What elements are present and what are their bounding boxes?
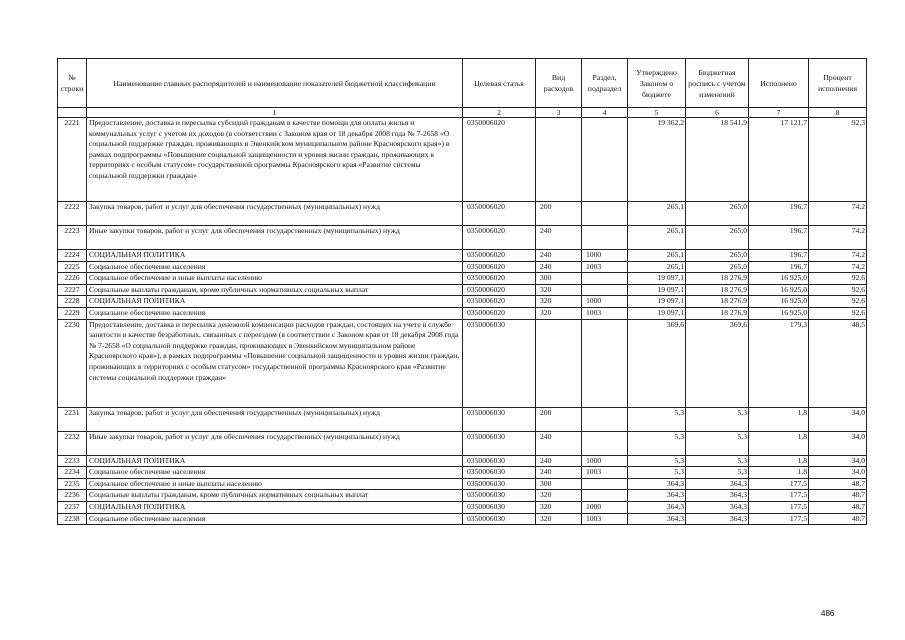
table-row: [58, 307, 867, 319]
target-article-cell: 0350006030: [463, 501, 536, 513]
name-cell: Социальное обеспечение и иные выплаты населению: [87, 478, 463, 490]
percent-cell: 92,6: [809, 307, 867, 319]
budget-roster-cell: 18 276,9: [686, 284, 749, 296]
table-row: [58, 467, 867, 479]
name-cell: Социальное обеспечение населения: [87, 467, 463, 479]
executed-cell: 196,7: [749, 250, 809, 262]
target-article-cell: 0350006020: [463, 296, 536, 308]
percent-cell: 92,3: [809, 118, 867, 202]
table-row: [58, 226, 867, 250]
budget-roster-cell: 364,3: [686, 478, 749, 490]
section-cell: [582, 407, 628, 431]
section-cell: [582, 284, 628, 296]
row-number-cell: 2232: [58, 431, 87, 455]
expense-type-cell: 300: [536, 273, 582, 285]
expense-type-cell: 240: [536, 226, 582, 250]
expense-type-cell: 320: [536, 284, 582, 296]
budget-roster-cell: 265,0: [686, 202, 749, 226]
percent-cell: 48,7: [809, 490, 867, 502]
percent-cell: 74,2: [809, 250, 867, 262]
executed-cell: 177,5: [749, 513, 809, 525]
expense-type-cell: [536, 118, 582, 202]
expense-type-cell: 240: [536, 431, 582, 455]
percent-cell: 48,5: [809, 319, 867, 407]
table-row: [58, 513, 867, 525]
row-number-cell: 2224: [58, 250, 87, 262]
approved-cell: 265,1: [628, 202, 686, 226]
budget-roster-cell: 265,0: [686, 261, 749, 273]
header-row-number: № строки: [58, 59, 87, 108]
page-number: 486: [821, 609, 835, 618]
table-row: [58, 407, 867, 431]
target-article-cell: 0350006020: [463, 273, 536, 285]
budget-roster-cell: 364,3: [686, 490, 749, 502]
row-number-cell: 2223: [58, 226, 87, 250]
header-percent: Процент исполнения: [809, 59, 867, 108]
row-number-cell: 2225: [58, 261, 87, 273]
table-row: [58, 261, 867, 273]
executed-cell: 17 121,7: [749, 118, 809, 202]
approved-cell: 5,3: [628, 407, 686, 431]
section-cell: [582, 118, 628, 202]
expense-type-cell: 320: [536, 501, 582, 513]
table-row: [58, 296, 867, 308]
expense-type-cell: 320: [536, 490, 582, 502]
name-cell: Социальное обеспечение населения: [87, 261, 463, 273]
name-cell: Социальное обеспечение населения: [87, 307, 463, 319]
header-approved: Утверждено Законом о бюджете: [628, 59, 686, 108]
budget-roster-cell: 5,3: [686, 455, 749, 467]
name-cell: Иные закупки товаров, работ и услуг для обеспечения государственных (муниципальных) нужд: [87, 431, 463, 455]
budget-roster-cell: 364,3: [686, 513, 749, 525]
percent-cell: 34,0: [809, 455, 867, 467]
percent-cell: 74,2: [809, 261, 867, 273]
target-article-cell: 0350006030: [463, 478, 536, 490]
target-article-cell: 0350006020: [463, 307, 536, 319]
row-number-cell: 2238: [58, 513, 87, 525]
name-cell: Социальное обеспечение населения: [87, 513, 463, 525]
column-number: 8: [809, 108, 867, 118]
table-row: [58, 202, 867, 226]
approved-cell: 5,3: [628, 455, 686, 467]
executed-cell: 196,7: [749, 226, 809, 250]
approved-cell: 5,3: [628, 431, 686, 455]
executed-cell: 16 925,0: [749, 307, 809, 319]
name-cell: Иные закупки товаров, работ и услуг для обеспечения государственных (муниципальных) нужд: [87, 226, 463, 250]
approved-cell: 265,1: [628, 261, 686, 273]
percent-cell: 34,0: [809, 431, 867, 455]
percent-cell: 48,7: [809, 478, 867, 490]
name-cell: Закупка товаров, работ и услуг для обеспечения государственных (муниципальных) нужд: [87, 202, 463, 226]
header-expense-type: Вид расходов: [536, 59, 582, 108]
budget-execution-table: [57, 58, 867, 525]
row-number-cell: 2221: [58, 118, 87, 202]
executed-cell: 1,8: [749, 467, 809, 479]
row-number-cell: 2229: [58, 307, 87, 319]
expense-type-cell: 200: [536, 407, 582, 431]
target-article-cell: 0350006030: [463, 455, 536, 467]
column-number: 1: [87, 108, 463, 118]
target-article-cell: 0350006020: [463, 118, 536, 202]
name-cell: СОЦИАЛЬНАЯ ПОЛИТИКА: [87, 455, 463, 467]
table-row: [58, 319, 867, 407]
row-number-cell: 2228: [58, 296, 87, 308]
column-number: 6: [686, 108, 749, 118]
executed-cell: 16 925,0: [749, 273, 809, 285]
executed-cell: 1,8: [749, 431, 809, 455]
expense-type-cell: 240: [536, 250, 582, 262]
approved-cell: 265,1: [628, 226, 686, 250]
budget-roster-cell: 18 541,9: [686, 118, 749, 202]
header-budget-roster: Бюджетная роспись с учетом изменений: [686, 59, 749, 108]
table-row: [58, 455, 867, 467]
target-article-cell: 0350006020: [463, 261, 536, 273]
row-number-cell: 2230: [58, 319, 87, 407]
target-article-cell: 0350006020: [463, 284, 536, 296]
percent-cell: 48,7: [809, 513, 867, 525]
budget-roster-cell: 5,3: [686, 431, 749, 455]
expense-type-cell: 240: [536, 467, 582, 479]
name-cell: Социальные выплаты гражданам, кроме публичных нормативных социальных выплат: [87, 284, 463, 296]
table-row: [58, 490, 867, 502]
target-article-cell: 0350006030: [463, 513, 536, 525]
name-cell: Предоставление, доставка и пересылка денежной компенсации расходов граждан, состоящих на учете в службе занятости в качестве безработных, связанных с переездом (в соответствии с Законом края от 18 декабря 2008 года № 7-2658 «О социальной поддержке граждан, проживающих в Эвенкийском муниципальном районе Красноярского края»), в рамках подпрограммы «Повышение социальной защищенности и уровня жизни граждан, проживающих в территориях с особым статусом» государственной программы Красноярского края «Развитие системы социальной поддержки граждан»: [87, 319, 463, 407]
budget-roster-cell: 265,0: [686, 250, 749, 262]
percent-cell: 92,6: [809, 284, 867, 296]
column-number: 3: [536, 108, 582, 118]
expense-type-cell: 320: [536, 513, 582, 525]
section-cell: 1003: [582, 307, 628, 319]
budget-roster-cell: 369,6: [686, 319, 749, 407]
executed-cell: 179,3: [749, 319, 809, 407]
budget-roster-cell: 18 276,9: [686, 273, 749, 285]
approved-cell: 19 097,1: [628, 307, 686, 319]
approved-cell: 19 097,1: [628, 296, 686, 308]
section-cell: 1000: [582, 501, 628, 513]
row-number-cell: 2234: [58, 467, 87, 479]
approved-cell: 19 097,1: [628, 284, 686, 296]
table-row: [58, 501, 867, 513]
header-name: Наименование главных распорядителей и наименование показателей бюджетной классификации: [87, 59, 463, 108]
approved-cell: 19 097,1: [628, 273, 686, 285]
expense-type-cell: [536, 319, 582, 407]
percent-cell: 74,2: [809, 202, 867, 226]
section-cell: [582, 202, 628, 226]
approved-cell: 5,3: [628, 467, 686, 479]
executed-cell: 16 925,0: [749, 296, 809, 308]
table-body: [58, 118, 867, 525]
executed-cell: 1,8: [749, 407, 809, 431]
table-row: [58, 431, 867, 455]
row-number-cell: 2222: [58, 202, 87, 226]
expense-type-cell: 240: [536, 455, 582, 467]
section-cell: 1003: [582, 261, 628, 273]
target-article-cell: 0350006030: [463, 490, 536, 502]
percent-cell: 34,0: [809, 407, 867, 431]
executed-cell: 177,5: [749, 478, 809, 490]
row-number-cell: 2231: [58, 407, 87, 431]
expense-type-cell: 300: [536, 478, 582, 490]
expense-type-cell: 200: [536, 202, 582, 226]
column-number: 5: [628, 108, 686, 118]
approved-cell: 364,3: [628, 501, 686, 513]
section-cell: 1003: [582, 467, 628, 479]
executed-cell: 177,5: [749, 490, 809, 502]
row-number-cell: 2237: [58, 501, 87, 513]
table-row: [58, 478, 867, 490]
section-cell: 1003: [582, 513, 628, 525]
target-article-cell: 0350006030: [463, 407, 536, 431]
expense-type-cell: 320: [536, 296, 582, 308]
budget-roster-cell: 5,3: [686, 467, 749, 479]
table-header-row: [58, 59, 867, 108]
section-cell: 1000: [582, 455, 628, 467]
approved-cell: 369,6: [628, 319, 686, 407]
column-number: 2: [463, 108, 536, 118]
column-number: 7: [749, 108, 809, 118]
row-number-cell: 2227: [58, 284, 87, 296]
section-cell: [582, 490, 628, 502]
row-number-cell: 2233: [58, 455, 87, 467]
name-cell: Закупка товаров, работ и услуг для обеспечения государственных (муниципальных) нужд: [87, 407, 463, 431]
executed-cell: 1,8: [749, 455, 809, 467]
percent-cell: 92,6: [809, 273, 867, 285]
percent-cell: 92,6: [809, 296, 867, 308]
section-cell: 1000: [582, 250, 628, 262]
section-cell: [582, 431, 628, 455]
name-cell: Социальное обеспечение и иные выплаты населению: [87, 273, 463, 285]
percent-cell: 74,2: [809, 226, 867, 250]
table-row: [58, 273, 867, 285]
name-cell: Социальные выплаты гражданам, кроме публичных нормативных социальных выплат: [87, 490, 463, 502]
executed-cell: 16 925,0: [749, 284, 809, 296]
approved-cell: 364,3: [628, 513, 686, 525]
executed-cell: 196,7: [749, 202, 809, 226]
header-executed: Исполнено: [749, 59, 809, 108]
budget-roster-cell: 18 276,9: [686, 307, 749, 319]
header-target-article: Целевая статья: [463, 59, 536, 108]
budget-roster-cell: 5,3: [686, 407, 749, 431]
table-row: [58, 284, 867, 296]
table-row: [58, 250, 867, 262]
section-cell: [582, 319, 628, 407]
section-cell: [582, 273, 628, 285]
target-article-cell: 0350006030: [463, 319, 536, 407]
target-article-cell: 0350006020: [463, 202, 536, 226]
name-cell: Предоставление, доставка и пересылка субсидий гражданам в качестве помощи для оплаты жилья и коммунальных услуг с учетом их доходов (в соответствии с Законом края от 18 декабря 2008 года № 7-2658 «О социальной поддержке граждан, проживающих в Эвенкийском муниципальном районе Красноярского края») в рамках подпрограммы «Повышение социальной защищенности и уровня жизни граждан, проживающих в территориях с особым статусом» государственной программы Красноярского края «Развитие системы социальной поддержки граждан»: [87, 118, 463, 202]
name-cell: СОЦИАЛЬНАЯ ПОЛИТИКА: [87, 501, 463, 513]
budget-roster-cell: 265,0: [686, 226, 749, 250]
header-section: Раздел, подраздел: [582, 59, 628, 108]
row-number-cell: 2226: [58, 273, 87, 285]
target-article-cell: 0350006020: [463, 250, 536, 262]
executed-cell: 177,5: [749, 501, 809, 513]
percent-cell: 48,7: [809, 501, 867, 513]
approved-cell: 364,3: [628, 490, 686, 502]
target-article-cell: 0350006030: [463, 431, 536, 455]
section-cell: 1000: [582, 296, 628, 308]
approved-cell: 364,3: [628, 478, 686, 490]
target-article-cell: 0350006030: [463, 467, 536, 479]
section-cell: [582, 478, 628, 490]
executed-cell: 196,7: [749, 261, 809, 273]
budget-table-page: [57, 58, 866, 525]
expense-type-cell: 240: [536, 261, 582, 273]
table-row: [58, 118, 867, 202]
name-cell: СОЦИАЛЬНАЯ ПОЛИТИКА: [87, 296, 463, 308]
section-cell: [582, 226, 628, 250]
budget-roster-cell: 18 276,9: [686, 296, 749, 308]
approved-cell: 19 362,2: [628, 118, 686, 202]
budget-roster-cell: 364,3: [686, 501, 749, 513]
column-number: [58, 108, 87, 118]
percent-cell: 34,0: [809, 467, 867, 479]
row-number-cell: 2235: [58, 478, 87, 490]
column-number-row: [58, 108, 867, 118]
approved-cell: 265,1: [628, 250, 686, 262]
column-number: 4: [582, 108, 628, 118]
target-article-cell: 0350006020: [463, 226, 536, 250]
row-number-cell: 2236: [58, 490, 87, 502]
expense-type-cell: 320: [536, 307, 582, 319]
name-cell: СОЦИАЛЬНАЯ ПОЛИТИКА: [87, 250, 463, 262]
